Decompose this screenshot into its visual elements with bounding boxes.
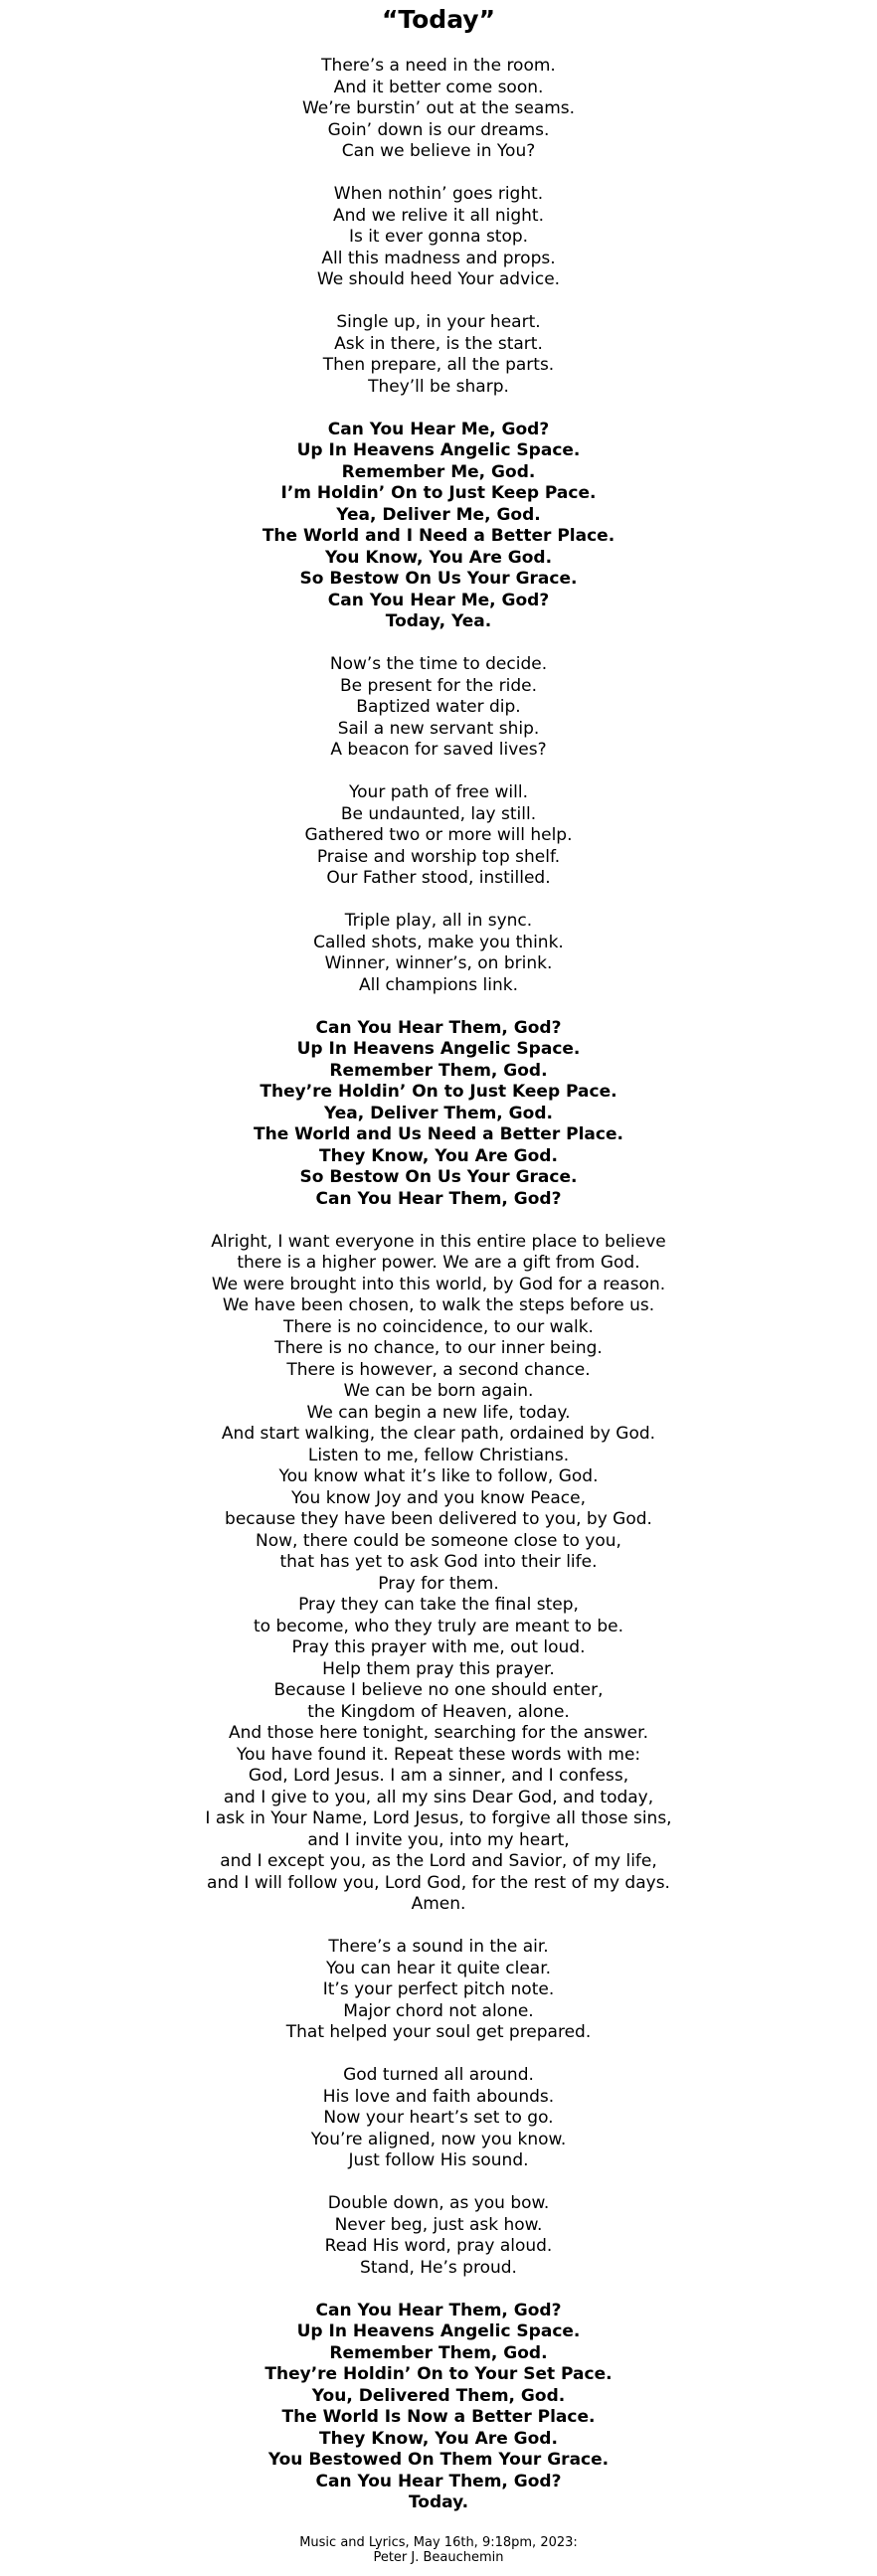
lyric-line: There’s a sound in the air. [328,1937,549,1957]
lyric-line: We can begin a new life, today. [306,1402,571,1423]
verse-stanza [0,782,877,890]
lyric-line: His love and faith abounds. [322,2086,555,2107]
lyric-line: and I will follow you, Lord God, for the rest of my days. [207,1872,670,1893]
lyric-line: We should heed Your advice. [316,269,561,289]
lyric-line: And we relive it all night. [332,205,544,226]
lyric-line: When nothin’ goes right. [333,184,544,204]
lyric-line: Now, there could be someone close to you, [256,1530,621,1551]
lyric-line: You can hear it quite clear. [325,1958,552,1978]
verse-stanza [0,56,877,163]
credits-author: Peter J. Beauchemin [373,2550,504,2565]
lyric-line: Help them pray this prayer. [322,1658,555,1679]
lyric-line: They’re Holdin’ On to Your Set Pace. [264,2364,613,2384]
lyric-line: Remember Them, God. [329,2342,548,2363]
verse-stanza [0,2193,877,2279]
lyric-line: Double down, as you bow. [327,2193,550,2213]
lyric-line: And those here tonight, searching for the answer. [229,1723,648,1743]
lyric-line: The World and Us Need a Better Place. [254,1124,623,1144]
lyric-line: I’m Holdin’ On to Just Keep Pace. [280,483,597,503]
lyric-line: There is no coincidence, to our walk. [283,1316,594,1337]
lyric-line: There is however, a second chance. [286,1359,591,1380]
lyric-line: Up In Heavens Angelic Space. [296,440,581,460]
lyric-line: Praise and worship top shelf. [316,846,561,867]
lyric-line: Up In Heavens Angelic Space. [296,2321,581,2341]
lyric-line: And start walking, the clear path, ordained by God. [221,1424,656,1444]
lyric-line: Alright, I want everyone in this entire place to believe [211,1231,666,1252]
lyric-line: Can You Hear Them, God? [315,2300,562,2320]
lyric-line: Remember Me, God. [341,461,536,482]
verse-stanza [0,2065,877,2172]
lyric-line: Can we believe in You? [341,141,536,161]
lyric-line: Listen to me, fellow Christians. [307,1445,570,1465]
lyric-line: Now’s the time to decide. [329,654,548,674]
chorus-stanza [0,420,877,633]
lyric-line: You know Joy and you know Peace, [291,1487,586,1508]
lyric-line: Ask in there, is the start. [334,333,543,354]
lyric-line: Read His word, pray aloud. [324,2236,553,2256]
lyric-line: You, Delivered Them, God. [311,2385,566,2406]
lyric-line: Up In Heavens Angelic Space. [296,1039,581,1059]
lyric-line: You Bestowed On Them Your Grace. [267,2450,610,2470]
chorus-stanza [0,2301,877,2514]
lyric-line: Then prepare, all the parts. [322,355,555,375]
lyric-line: Is it ever gonna stop. [348,227,529,247]
lyric-line: Amen. [411,1894,466,1914]
verse-stanza [0,1937,877,2044]
lyric-line: Just follow His sound. [348,2150,529,2170]
song-title: “Today” [381,5,496,34]
lyric-line: the Kingdom of Heaven, alone. [307,1701,570,1722]
lyric-line: Because I believe no one should enter, [273,1680,604,1700]
lyric-line: We have been chosen, to walk the steps before us. [222,1295,655,1315]
lyric-line: So Bestow On Us Your Grace. [299,1167,578,1187]
lyric-line: Can You Hear Them, God? [315,2471,562,2491]
verse-stanza [0,312,877,398]
lyric-line: You know what it’s like to follow, God. [278,1466,599,1486]
lyric-line: The World and I Need a Better Place. [262,526,615,546]
verse-stanza [0,911,877,996]
lyric-line: and I except you, as the Lord and Savior, of my life, [220,1851,657,1871]
lyric-line: There’s a need in the room. [321,56,556,76]
lyric-line: All this madness and props. [321,248,556,268]
lyric-line: They’ll be sharp. [368,376,509,397]
lyric-line: The World Is Now a Better Place. [281,2407,596,2427]
lyric-line: Can You Hear Me, God? [327,590,550,610]
stanza-list [0,56,877,2514]
lyric-line: Single up, in your heart. [336,312,541,332]
verse-stanza [0,654,877,762]
lyric-line: We’re burstin’ out at the seams. [301,98,576,118]
lyric-line: So Bestow On Us Your Grace. [299,569,578,589]
verse-stanza [0,1232,877,1916]
lyric-line: They Know, You Are God. [319,1145,558,1166]
lyric-line: Today, Yea. [385,611,492,631]
lyric-line: Can You Hear Them, God? [315,1017,562,1038]
lyric-line: and I invite you, into my heart, [307,1829,570,1850]
lyric-line: Pray this prayer with me, out loud. [291,1637,586,1657]
lyric-line: that has yet to ask God into their life. [279,1552,598,1572]
lyric-line: Goin’ down is our dreams. [327,119,550,140]
lyric-line: Triple play, all in sync. [344,911,533,931]
lyric-line: It’s your perfect pitch note. [322,1979,555,1999]
lyric-line: Yea, Deliver Them, God. [324,1103,553,1123]
lyric-line: There is no chance, to our inner being. [274,1338,603,1358]
lyric-line: Gathered two or more will help. [304,825,573,845]
lyric-line: Winner, winner’s, on brink. [324,953,553,973]
lyric-line: Be undaunted, lay still. [340,803,537,824]
lyric-line: there is a higher power. We are a gift from God. [237,1253,640,1273]
lyric-line: That helped your soul get prepared. [285,2022,592,2042]
lyric-line: Our Father stood, instilled. [326,868,551,888]
lyric-line: You have found it. Repeat these words with me: [236,1744,641,1765]
lyric-line: Can You Hear Them, God? [315,1188,562,1209]
lyric-line: You Know, You Are God. [324,547,553,568]
lyric-line: Can You Hear Me, God? [327,419,550,439]
lyric-line: Today. [408,2492,469,2512]
lyric-line: God turned all around. [343,2065,534,2085]
lyric-line: We were brought into this world, by God for a reason. [211,1274,666,1294]
lyric-line: to become, who they truly are meant to be. [253,1616,624,1636]
lyric-line: God, Lord Jesus. I am a sinner, and I confess, [248,1766,629,1786]
lyric-line: You’re aligned, now you know. [310,2129,567,2149]
credits-date: Music and Lyrics, May 16th, 9:18pm, 2023: [299,2535,578,2550]
lyric-line: Baptized water dip. [356,697,521,717]
lyric-line: Now your heart’s set to go. [323,2108,554,2128]
lyric-line: Major chord not alone. [343,2000,534,2021]
lyric-line: Be present for the ride. [340,675,537,696]
lyric-line: We can be born again. [343,1381,534,1401]
lyric-line: Sail a new servant ship. [337,718,540,739]
lyric-line: Remember Them, God. [329,1060,548,1081]
lyric-line: I ask in Your Name, Lord Jesus, to forgive all those sins, [205,1808,672,1828]
lyric-line: Never beg, just ask how. [334,2214,543,2235]
lyric-line: Pray they can take the final step, [298,1595,579,1615]
lyric-line: Called shots, make you think. [313,932,564,952]
lyric-line: and I give to you, all my sins Dear God, and today, [223,1787,654,1807]
verse-stanza [0,184,877,291]
lyric-line: All champions link. [359,974,518,995]
lyric-line: They’re Holdin’ On to Just Keep Pace. [260,1082,617,1102]
lyric-line: Your path of free will. [349,782,528,802]
lyric-line: A beacon for saved lives? [330,740,547,760]
lyric-line: They Know, You Are God. [319,2428,558,2449]
lyric-line: Yea, Deliver Me, God. [336,504,541,525]
lyric-line: Stand, He’s proud. [360,2257,517,2278]
lyric-line: Pray for them. [378,1573,499,1594]
lyric-line: And it better come soon. [333,77,544,97]
credits [0,2535,877,2565]
lyric-line: because they have been delivered to you, by God. [225,1509,652,1529]
chorus-stanza [0,1018,877,1211]
